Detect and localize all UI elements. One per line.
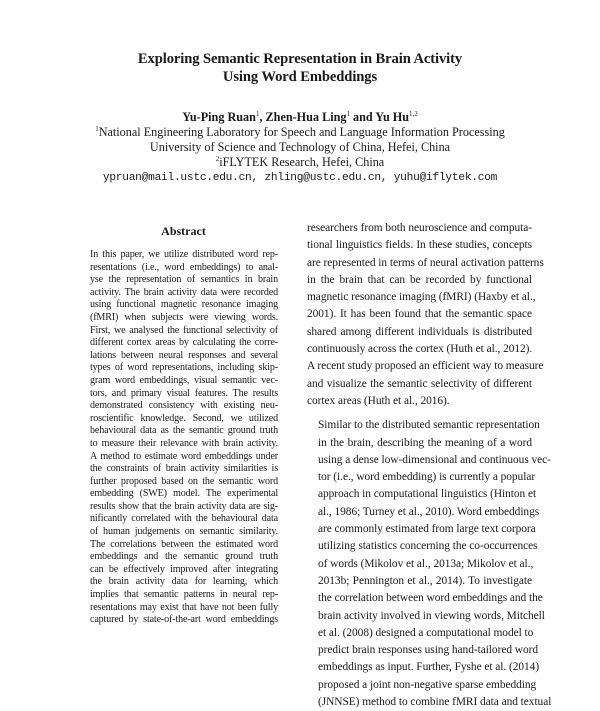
text-line: gram word embeddings, visual semantic vec-	[90, 374, 278, 386]
author-affiliation-mark: 1,2	[409, 110, 418, 118]
author-separator: and	[349, 110, 376, 124]
text-line: resentations may exist that have not been fully	[90, 601, 278, 613]
text-line: the constraints of brain activity similarities is	[90, 463, 278, 475]
affiliation	[0, 125, 600, 140]
author-name: Yu-Ping Ruan	[182, 110, 256, 124]
text-line: using functional magnetic resonance imaging	[90, 299, 278, 311]
text-line: predict brain responses using hand-tailored word	[318, 644, 538, 657]
text-line: results show that the brain activity data are sig-	[90, 500, 278, 512]
text-line: types of word representations, including skip-	[90, 362, 278, 374]
paper-title	[0, 50, 600, 86]
affiliation	[0, 140, 600, 155]
text-line: tional linguistics fields. In these studies, concepts	[307, 239, 532, 252]
text-line: the brain activity data for learning, which	[90, 576, 278, 588]
text-line: continuously across the cortex (Huth et al., 2012).	[307, 343, 533, 356]
text-line: al., 1986; Turney et al., 2010). Word embeddings	[318, 505, 540, 518]
text-line: cortex areas (Huth et al., 2016).	[307, 394, 450, 407]
text-line: proposed a joint non-negative sparse embedding	[318, 678, 537, 691]
text-line: different cortex areas by calculating the corre-	[90, 337, 278, 349]
text-line: brain activity involved in viewing words, Mitchell	[318, 609, 545, 622]
title-line-1: Exploring Semantic Representation in Brain Activity	[137, 51, 463, 67]
text-line: nificantly correlated with the behavioural data	[90, 513, 278, 525]
intro-paragraph-1	[307, 220, 544, 410]
text-line: A recent study proposed an efficient way to measure	[307, 360, 544, 373]
text-line: roscientific knowledge. Second, we utilized	[90, 412, 278, 424]
author-block	[0, 110, 600, 186]
abstract-heading: Abstract	[161, 224, 206, 238]
text-line: using a dense low-dimensional and continuous vec-	[318, 453, 551, 466]
affiliation-mark: 1	[95, 125, 99, 133]
text-line: embeddings as input. Further, Fyshe et al. (2014)	[318, 661, 540, 674]
text-line: implies that semantic patterns in neural rep-	[90, 589, 278, 601]
affiliation-mark: 2	[215, 155, 220, 163]
text-line: captured by state-of-the-art word embeddings	[90, 614, 278, 626]
text-line: yse the representation of semantics in brain	[90, 274, 278, 286]
text-line: In this paper, we utilize distributed word rep-	[90, 249, 278, 260]
text-line: (JNNSE) method to combine fMRI data and textual	[318, 696, 552, 709]
text-line: 2001). It has been found that the semantic space	[307, 308, 532, 321]
text-line: are represented in terms of neural activation patterns	[307, 256, 544, 269]
affiliation-text: National Engineering Laboratory for Speech and Language Information Processing	[98, 125, 505, 139]
text-line: researchers from both neuroscience and computa-	[307, 222, 532, 234]
text-line: tor (i.e., word embedding) is currently a popular	[318, 471, 536, 484]
text-line: are commonly estimated from large text corpora	[318, 523, 536, 536]
author-name: Yu Hu	[375, 110, 410, 124]
author-affiliation-mark: 1	[346, 110, 350, 118]
text-line: can be effectively improved after integrating	[90, 563, 278, 575]
text-line: of words (Mikolov et al., 2013a; Mikolov et al.,	[318, 557, 534, 570]
text-line: magnetic resonance imaging (fMRI) (Haxby et al.,	[307, 291, 536, 304]
text-line: embeddings and the semantic ground truth	[90, 551, 278, 563]
affiliation-text: University of Science and Technology of China, Hefei, China	[149, 140, 451, 154]
text-line: approach in computational linguistics (Hinton et	[318, 488, 537, 501]
author-affiliation-mark: 1	[255, 110, 260, 118]
text-line: A method to estimate word embeddings under	[90, 450, 278, 462]
text-line: tors, and primary visual features. The results	[90, 387, 278, 399]
text-line: embedding (SWE) model. The experimental	[90, 488, 278, 500]
text-line: to measure their relevance with brain activity.	[90, 437, 278, 449]
text-line: in the brain that can be recorded by functional	[307, 273, 532, 286]
text-line: 2013b; Pennington et al., 2014). To investigate	[318, 574, 532, 587]
text-line: further proposed based on the semantic word	[90, 475, 278, 487]
text-line: shared among different individuals is distributed	[307, 325, 532, 338]
author-name: Zhen-Hua Ling	[265, 110, 347, 124]
text-line: lations between neural responses and several	[90, 349, 278, 361]
text-line: Similar to the distributed semantic representation	[318, 419, 540, 432]
author-separator: ,	[259, 110, 266, 124]
affiliation-text: iFLYTEK Research, Hefei, China	[219, 155, 385, 169]
text-line: First, we analysed the functional selectivity of	[90, 324, 278, 336]
introduction-column	[307, 220, 552, 711]
text-line: et al. (2008) designed a computational model to	[318, 626, 534, 639]
title-line-2: Using Word Embeddings	[222, 69, 378, 85]
text-line: the correlation between word embeddings and the	[318, 592, 543, 605]
text-line: of human judgements on semantic similarity.	[90, 526, 278, 538]
author-emails: ypruan@mail.ustc.edu.cn, zhling@ustc.edu.cn, yuhu@iflytek.com	[102, 172, 498, 184]
text-line: (fMRI) when subjects were viewing words.	[90, 311, 278, 323]
text-line: activity. The brain activity data were recorded	[90, 286, 278, 298]
author-names	[182, 110, 418, 124]
text-line: The correlations between the estimated word	[90, 538, 278, 550]
text-line: and visualize the semantic selectivity of different	[307, 377, 532, 390]
text-line: resentations (i.e., word embeddings) to anal-	[90, 261, 278, 273]
affiliation	[0, 155, 600, 170]
abstract-body	[90, 249, 278, 627]
text-line: utilizing statistics concerning the co-occurrences	[318, 540, 538, 553]
text-line: demonstrated consistency with existing neu-	[90, 400, 278, 412]
intro-paragraph-2	[307, 417, 552, 711]
text-line: in the brain, describing the meaning of a word	[318, 436, 532, 449]
text-line: behavioural data as the semantic ground truth	[90, 425, 278, 437]
